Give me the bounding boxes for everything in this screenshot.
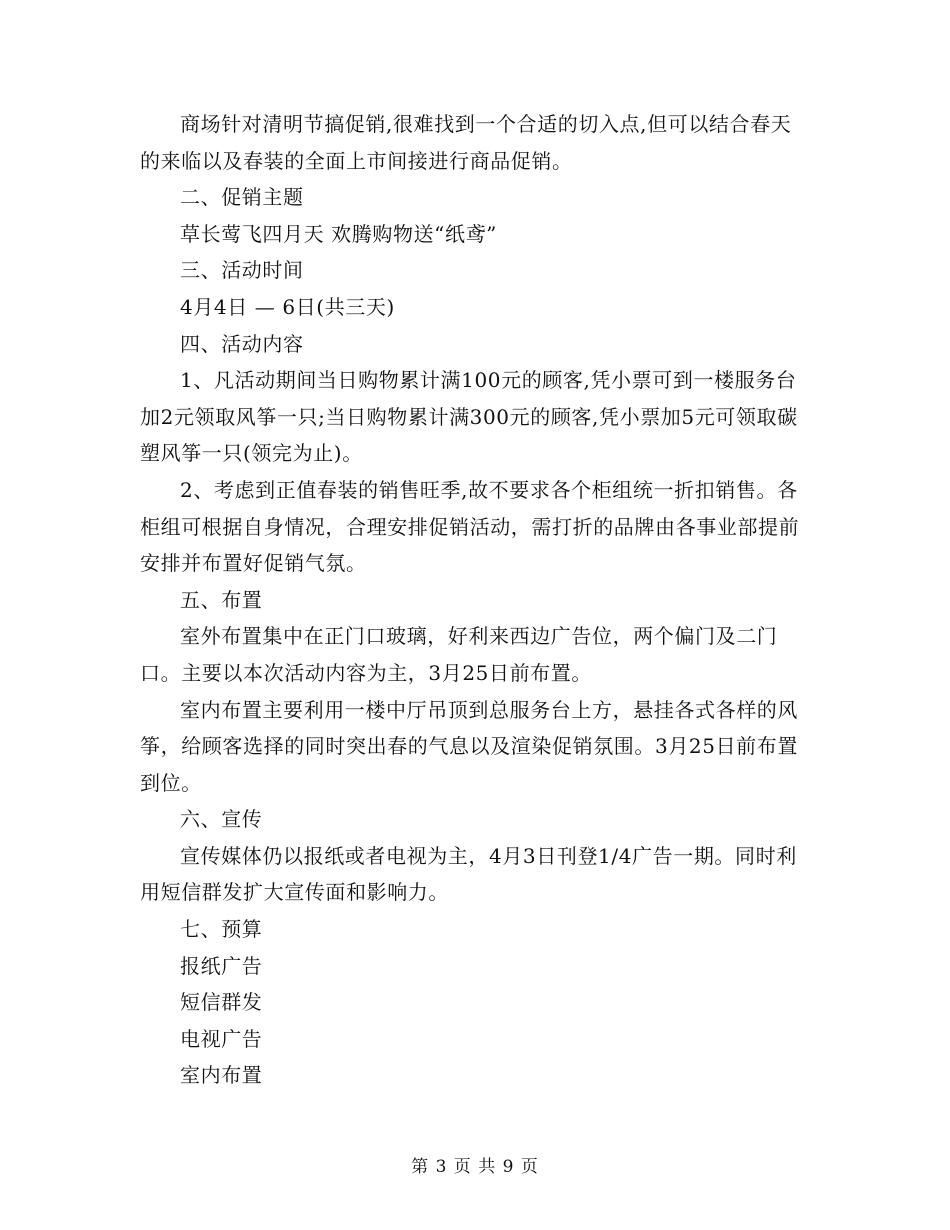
section-heading-budget: 七、预算 (180, 917, 263, 942)
page-footer: 第 3 页 共 9 页 (411, 1157, 539, 1177)
paragraph-layout-indoor: 室内布置主要利用一楼中厅吊顶到总服务台上方，悬挂各式各样的风筝，给顾客选择的同时突出春的气息以及渲染促销氛围。3月25日前布置到位。 (140, 697, 798, 795)
paragraph-promotion: 宣传媒体仍以报纸或者电视为主，4月3日刊登1/4广告一期。同时利用短信群发扩大宣传面和影响力。 (140, 843, 797, 905)
budget-item-indoor: 室内布置 (180, 1063, 263, 1088)
section-heading-time: 三、活动时间 (180, 258, 304, 283)
paragraph-content-2: 2、考虑到正值春装的销售旺季,故不要求各个柜组统一折扣销售。各柜组可根据自身情况，合理安排促销活动，需打折的品牌由各事业部提前安排并布置好促销气氛。 (140, 477, 800, 576)
budget-item-sms: 短信群发 (180, 990, 263, 1015)
budget-item-newspaper: 报纸广告 (180, 953, 263, 978)
section-heading-layout: 五、布置 (180, 587, 263, 612)
paragraph-theme: 草长莺飞四月天 欢腾购物送“纸鸢” (180, 221, 498, 246)
paragraph-layout-outdoor: 室外布置集中在正门口玻璃，好利来西边广告位，两个偏门及二门口。主要以本次活动内容为主，3月25日前布置。 (140, 624, 778, 685)
section-heading-promotion: 六、宣传 (180, 807, 263, 832)
section-heading-theme: 二、促销主题 (180, 185, 304, 210)
document-body (140, 106, 810, 1094)
paragraph-intro: 商场针对清明节搞促销,很难找到一个合适的切入点,但可以结合春天的来临以及春装的全面上市间接进行商品促销。 (140, 112, 792, 173)
paragraph-content-1: 1、凡活动期间当日购物累计满100元的顾客,凭小票可到一楼服务台加2元领取风筝一只;当日购物累计满300元的顾客,凭小票加5元可领取碳塑风筝一只(领完为止)。 (140, 368, 798, 466)
section-heading-content: 四、活动内容 (180, 331, 304, 356)
budget-item-tv: 电视广告 (180, 1026, 263, 1051)
paragraph-time: 4月4日 — 6日(共三天) (180, 294, 395, 319)
